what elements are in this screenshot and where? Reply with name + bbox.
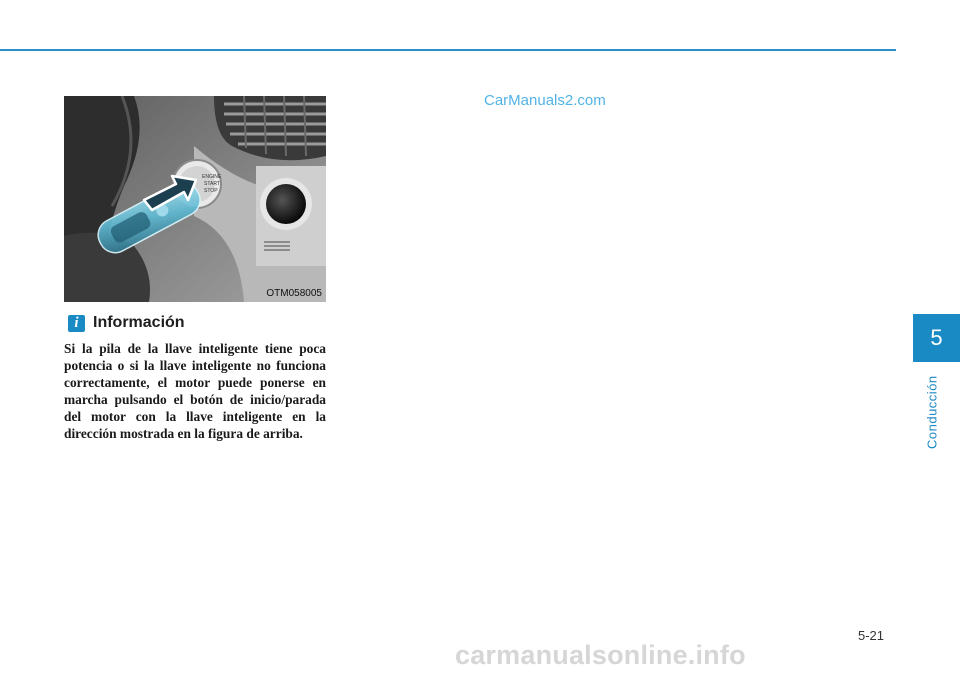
smart-key-figure [64,96,326,302]
header-rule [0,49,896,51]
button-text-stop: STOP [204,188,218,194]
info-title: Información [93,314,185,331]
watermark-carmanuals2[interactable]: CarManuals2.com [484,92,606,109]
chapter-label: Conducción [924,375,940,449]
watermark-carmanualsonline[interactable]: carmanualsonline.info [455,640,746,670]
button-text-engine: ENGINE [202,174,222,180]
info-body-text: Si la pila de la llave inteligente tiene poca potencia o si la llave inteligente no funciona correctamente, el motor puede ponerse en marcha pulsando el botón de inicio/parada del motor con la llave inteligente en la dirección mostrada en la figura de arriba. [64,341,326,442]
dashboard-illustration [64,96,326,302]
button-text-start: START [204,181,220,187]
info-heading [68,313,185,333]
figure-caption: OTM058005 [266,288,322,299]
control-knob [256,166,326,266]
info-icon: i [68,315,85,332]
page-number: 5-21 [858,628,885,643]
chapter-number-tab[interactable]: 5 [913,314,960,362]
